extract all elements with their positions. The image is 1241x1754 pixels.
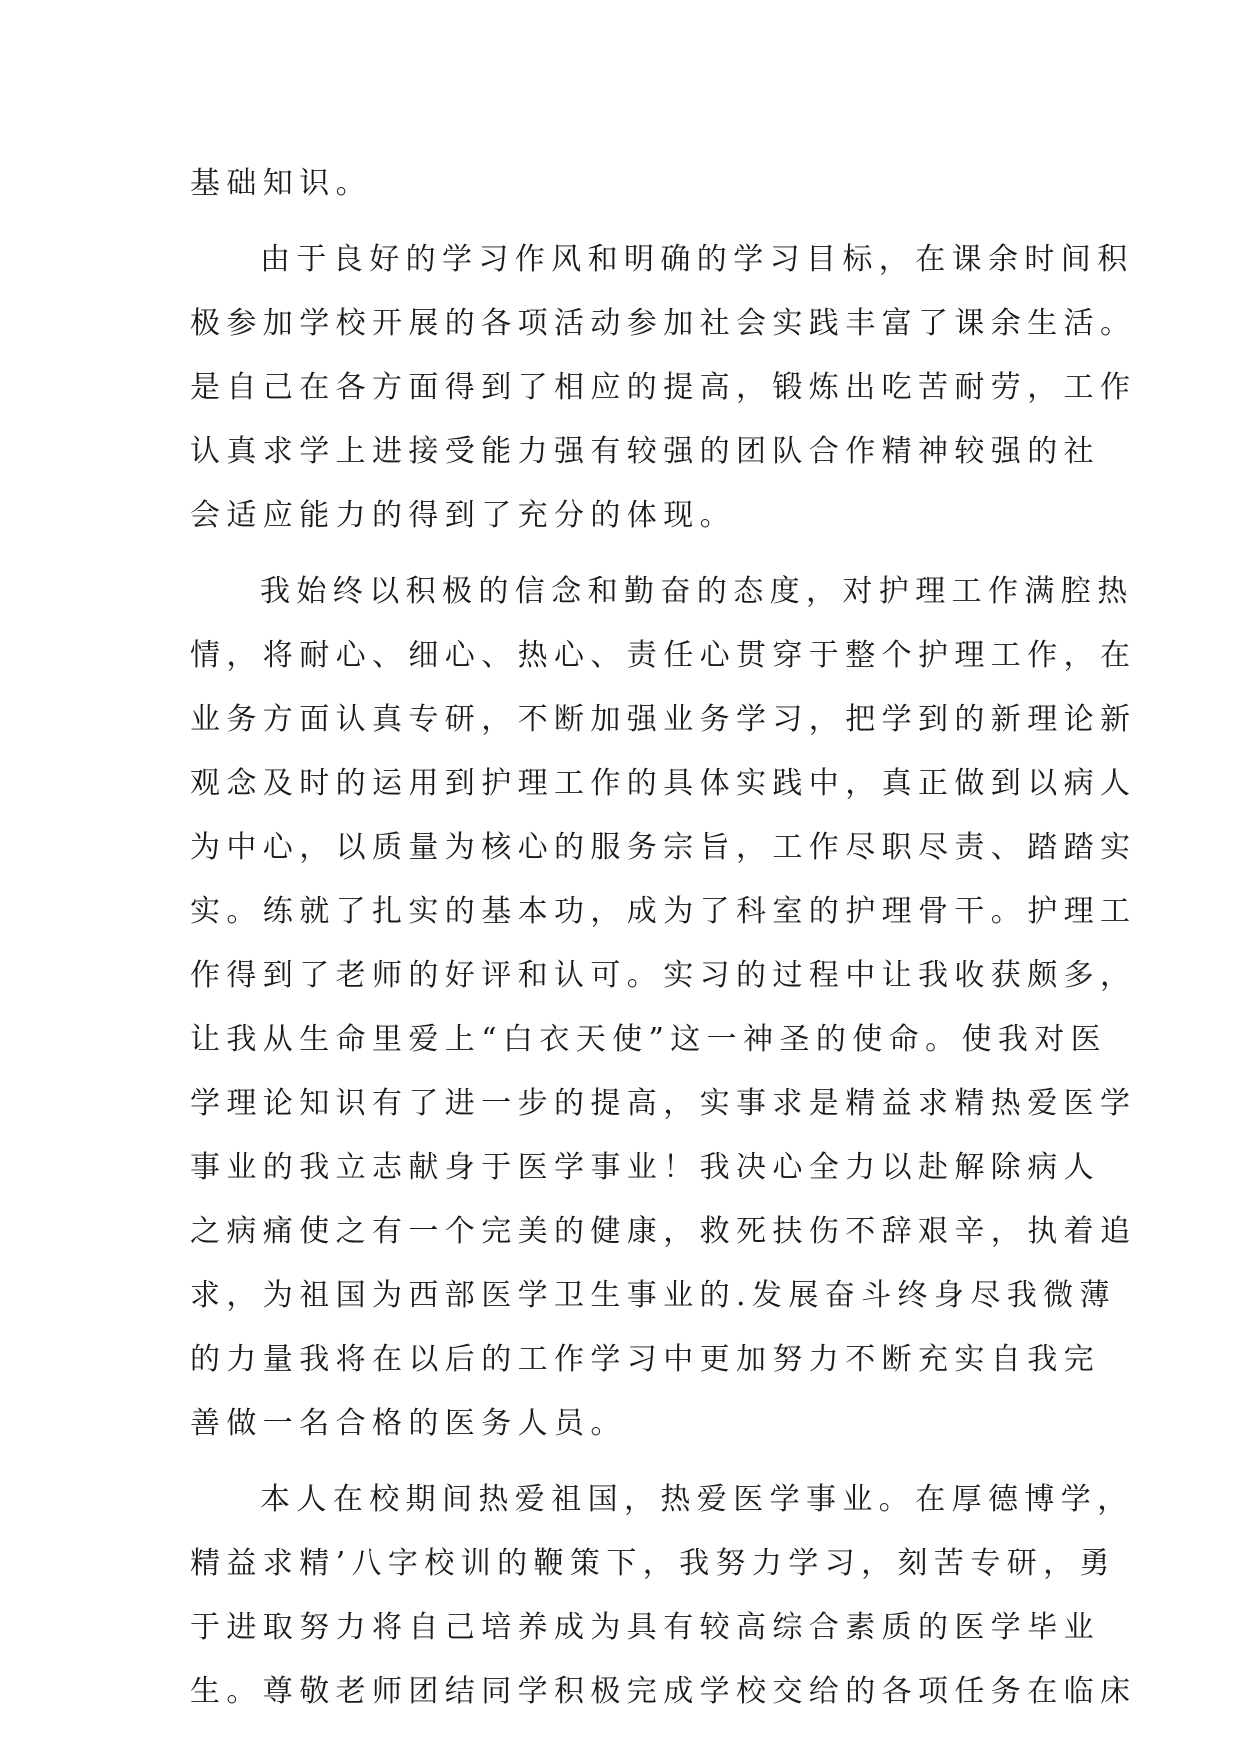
- text-line: 学理论知识有了进一步的提高，实事求是精益求精热爱医学: [190, 1086, 1137, 1121]
- text-line: 观念及时的运用到护理工作的具体实践中，真正做到以病人: [190, 766, 1137, 801]
- text-line: 让我从生命里爱上“白衣天使”这一神圣的使命。使我对医: [190, 1022, 1108, 1057]
- text-line: 是自己在各方面得到了相应的提高，锻炼出吃苦耐劳，工作: [190, 370, 1137, 405]
- text-line: 生。尊敬老师团结同学积极完成学校交给的各项任务在临床: [190, 1674, 1137, 1709]
- text-line: 实。练就了扎实的基本功，成为了科室的护理骨干。护理工: [190, 894, 1137, 929]
- text-line: 作得到了老师的好评和认可。实习的过程中让我收获颇多，: [190, 958, 1137, 993]
- text-line: 于进取努力将自己培养成为具有较高综合素质的医学毕业: [190, 1610, 1100, 1645]
- text-line: 求，为祖国为西部医学卫生事业的.发展奋斗终身尽我微薄: [190, 1278, 1116, 1313]
- text-line: 业务方面认真专研，不断加强业务学习，把学到的新理论新: [190, 702, 1137, 737]
- text-line: 之病痛使之有一个完美的健康，救死扶伤不辞艰辛，执着追: [190, 1214, 1137, 1249]
- text-line: 的力量我将在以后的工作学习中更加努力不断充实自我完: [190, 1342, 1100, 1377]
- paragraph-first-line: 由于良好的学习作风和明确的学习目标，在课余时间积: [260, 242, 1134, 277]
- text-line: 精益求精’八字校训的鞭策下，我努力学习，刻苦专研，勇: [190, 1546, 1116, 1581]
- text-line: 极参加学校开展的各项活动参加社会实践丰富了课余生活。: [190, 306, 1137, 341]
- text-line: 为中心，以质量为核心的服务宗旨，工作尽职尽责、踏踏实: [190, 830, 1137, 865]
- text-line: 善做一名合格的医务人员。: [190, 1406, 627, 1441]
- document-body: [190, 152, 1137, 1724]
- text-line: 认真求学上进接受能力强有较强的团队合作精神较强的社: [190, 434, 1100, 469]
- text-line: 基础知识。: [190, 166, 372, 201]
- paragraph-first-line: 本人在校期间热爱祖国，热爱医学事业。在厚德博学，: [260, 1482, 1134, 1517]
- paragraph-first-line: 我始终以积极的信念和勤奋的态度，对护理工作满腔热: [260, 574, 1134, 609]
- text-line: 会适应能力的得到了充分的体现。: [190, 498, 736, 533]
- text-line: 事业的我立志献身于医学事业！我决心全力以赴解除病人: [190, 1150, 1100, 1185]
- text-line: 情，将耐心、细心、热心、责任心贯穿于整个护理工作，在: [190, 638, 1137, 673]
